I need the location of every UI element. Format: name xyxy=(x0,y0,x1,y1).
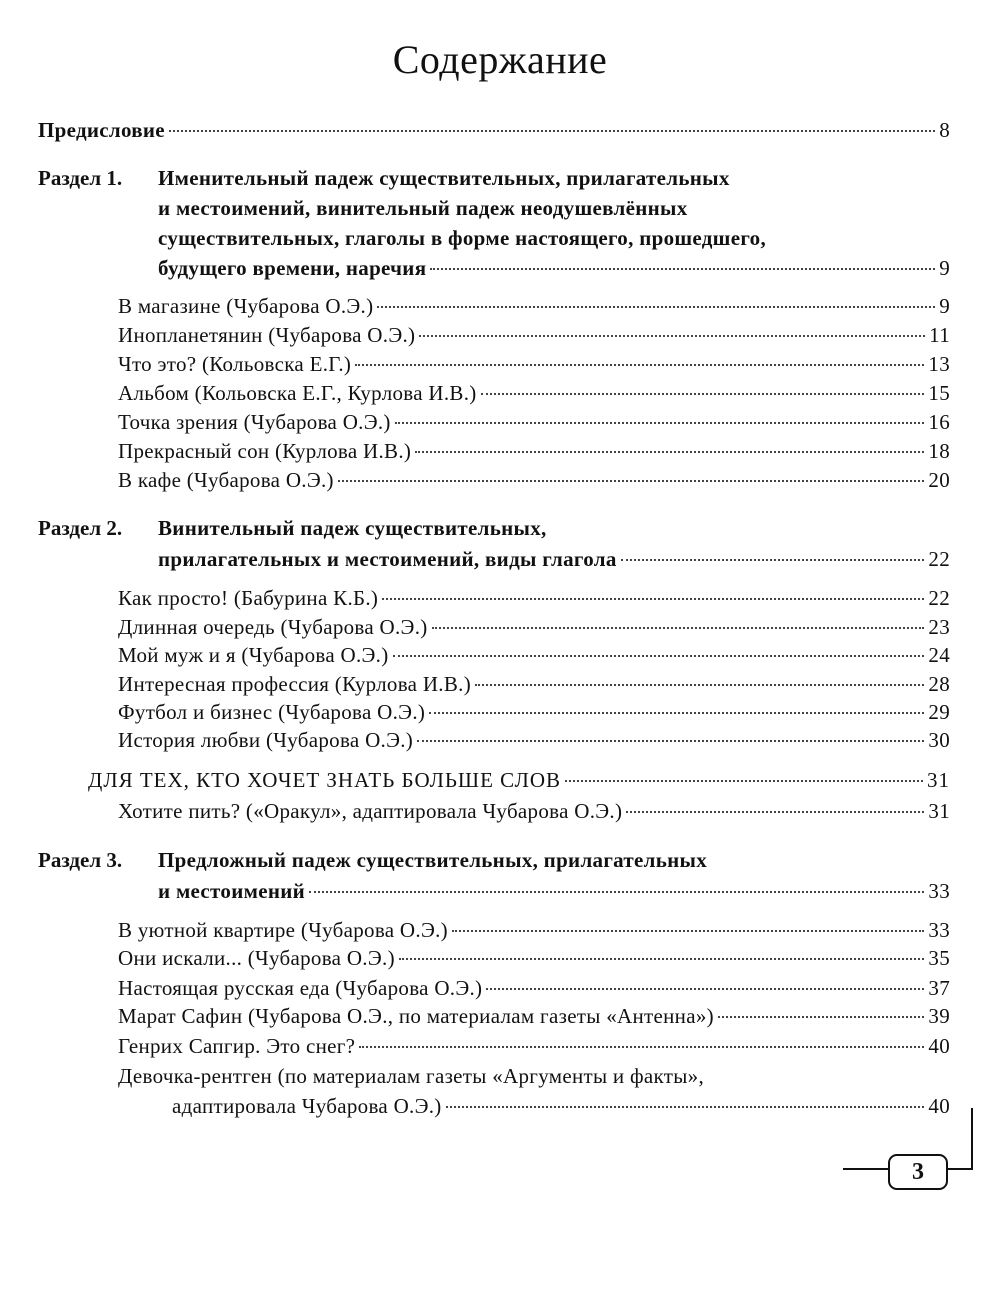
entry-title: и местоимений xyxy=(158,879,306,903)
toc-entry[interactable] xyxy=(118,437,950,465)
section-heading[interactable] xyxy=(158,254,950,282)
entry-title: Альбом (Кольовска Е.Г., Курлова И.В.) xyxy=(118,381,477,405)
dot-leader xyxy=(486,988,924,990)
toc-entry[interactable] xyxy=(118,670,950,698)
entry-page-number: 39 xyxy=(928,1004,950,1028)
toc-entry-preface[interactable] xyxy=(38,116,950,144)
dot-leader xyxy=(452,930,924,932)
entry-title: Как просто! (Бабурина К.Б.) xyxy=(118,586,379,610)
entry-page-number: 33 xyxy=(928,879,950,903)
dot-leader xyxy=(419,335,925,337)
entry-page-number: 40 xyxy=(928,1034,950,1058)
subsection-heading[interactable] xyxy=(88,766,950,794)
entry-page-number: 29 xyxy=(928,700,950,724)
entry-title: Предисловие xyxy=(38,118,165,142)
dot-leader xyxy=(626,811,924,813)
entry-title: ДЛЯ ТЕХ, КТО ХОЧЕТ ЗНАТЬ БОЛЬШЕ СЛОВ xyxy=(88,768,562,792)
toc-entry[interactable] xyxy=(118,350,950,378)
toc-entry[interactable] xyxy=(118,292,950,320)
dot-leader xyxy=(338,480,925,482)
entry-page-number: 11 xyxy=(929,323,950,347)
entry-title: В уютной квартире (Чубарова О.Э.) xyxy=(118,918,448,942)
entry-title: Интересная профессия (Курлова И.В.) xyxy=(118,672,472,696)
entry-title: Прекрасный сон (Курлова И.В.) xyxy=(118,439,412,463)
entry-page-number: 24 xyxy=(928,643,950,667)
dot-leader xyxy=(377,306,935,308)
toc-entry[interactable] xyxy=(118,466,950,494)
dot-leader xyxy=(399,958,925,960)
entry-title: Футбол и бизнес (Чубарова О.Э.) xyxy=(118,700,426,724)
dot-leader xyxy=(382,598,924,600)
page-number-frame-line xyxy=(971,1108,973,1170)
dot-leader xyxy=(415,451,924,453)
section-heading-line: Именительный падеж существительных, прилагательных xyxy=(158,166,730,190)
entry-title: Марат Сафин (Чубарова О.Э., по материалам газеты «Антенна») xyxy=(118,1004,714,1028)
toc-entry[interactable] xyxy=(118,613,950,641)
entry-title: Генрих Сапгир. Это снег? xyxy=(118,1034,356,1058)
dot-leader xyxy=(417,740,924,742)
entry-page-number: 28 xyxy=(928,672,950,696)
toc-entry[interactable] xyxy=(118,584,950,612)
dot-leader xyxy=(432,627,925,629)
entry-title: Инопланетянин (Чубарова О.Э.) xyxy=(118,323,416,347)
toc-entry[interactable] xyxy=(118,944,950,972)
entry-title: адаптировала Чубарова О.Э.) xyxy=(172,1094,442,1118)
dot-leader xyxy=(475,684,924,686)
section-heading[interactable] xyxy=(158,545,950,573)
entry-title: В кафе (Чубарова О.Э.) xyxy=(118,468,334,492)
entry-title: Они искали... (Чубарова О.Э.) xyxy=(118,946,395,970)
toc-entry[interactable] xyxy=(118,916,950,944)
toc-entry[interactable] xyxy=(172,1092,950,1120)
toc-entry[interactable] xyxy=(118,698,950,726)
entry-page-number: 37 xyxy=(928,976,950,1000)
entry-page-number: 30 xyxy=(928,728,950,752)
section-heading-line: существительных, глаголы в форме настоящего, прошедшего, xyxy=(158,226,766,250)
entry-page-number: 35 xyxy=(928,946,950,970)
section-heading[interactable] xyxy=(158,877,950,905)
entry-page-number: 33 xyxy=(928,918,950,942)
dot-leader xyxy=(621,559,925,561)
entry-page-number: 18 xyxy=(928,439,950,463)
entry-title: Что это? (Кольовска Е.Г.) xyxy=(118,352,352,376)
entry-title: Длинная очередь (Чубарова О.Э.) xyxy=(118,615,428,639)
dot-leader xyxy=(565,780,923,782)
dot-leader xyxy=(430,268,935,270)
dot-leader xyxy=(429,712,924,714)
dot-leader xyxy=(359,1046,924,1048)
entry-page-number: 22 xyxy=(928,547,950,571)
section-heading-line: и местоимений, винительный падеж неодушевлённых xyxy=(158,196,688,220)
dot-leader xyxy=(355,364,924,366)
section-label: Раздел 2. xyxy=(38,516,123,540)
section-heading-line: Винительный падеж существительных, xyxy=(158,516,547,540)
entry-title: История любви (Чубарова О.Э.) xyxy=(118,728,414,752)
toc-entry[interactable] xyxy=(118,321,950,349)
dot-leader xyxy=(309,891,924,893)
entry-title: Мой муж и я (Чубарова О.Э.) xyxy=(118,643,389,667)
section-label: Раздел 1. xyxy=(38,166,123,190)
page-number-frame-line xyxy=(946,1168,973,1170)
dot-leader xyxy=(169,130,935,132)
dot-leader xyxy=(446,1106,925,1108)
toc-entry[interactable] xyxy=(118,379,950,407)
toc-entry[interactable] xyxy=(118,641,950,669)
dot-leader xyxy=(395,422,925,424)
entry-title: будущего времени, наречия xyxy=(158,256,427,280)
toc-entry[interactable] xyxy=(118,797,950,825)
toc-entry[interactable] xyxy=(118,408,950,436)
entry-page-number: 15 xyxy=(928,381,950,405)
entry-title: В магазине (Чубарова О.Э.) xyxy=(118,294,374,318)
toc-entry[interactable] xyxy=(118,1032,950,1060)
entry-page-number: 31 xyxy=(927,768,950,792)
entry-page-number: 31 xyxy=(928,799,950,823)
entry-title: Точка зрения (Чубарова О.Э.) xyxy=(118,410,391,434)
page-number-frame-line xyxy=(843,1168,888,1170)
entry-page-number: 40 xyxy=(928,1094,950,1118)
page-number: 3 xyxy=(888,1154,948,1190)
page-title: Содержание xyxy=(392,37,608,82)
toc-entry[interactable] xyxy=(118,726,950,754)
toc-entry[interactable] xyxy=(118,974,950,1002)
entry-page-number: 20 xyxy=(928,468,950,492)
dot-leader xyxy=(481,393,925,395)
entry-title: Настоящая русская еда (Чубарова О.Э.) xyxy=(118,976,483,1000)
entry-title: Хотите пить? («Оракул», адаптировала Чубарова О.Э.) xyxy=(118,799,623,823)
entry-title: прилагательных и местоимений, виды глагола xyxy=(158,547,617,571)
entry-page-number: 23 xyxy=(928,615,950,639)
entry-page-number: 9 xyxy=(939,256,950,280)
dot-leader xyxy=(393,655,925,657)
entry-page-number: 16 xyxy=(928,410,950,434)
entry-page-number: 22 xyxy=(928,586,950,610)
dot-leader xyxy=(718,1016,924,1018)
toc-entry[interactable] xyxy=(118,1002,950,1030)
section-heading-line: Предложный падеж существительных, прилагательных xyxy=(158,848,708,872)
entry-page-number: 13 xyxy=(928,352,950,376)
toc-entry-line: Девочка-рентген (по материалам газеты «Аргументы и факты», xyxy=(118,1064,705,1088)
entry-page-number: 8 xyxy=(939,118,950,142)
section-label: Раздел 3. xyxy=(38,848,123,872)
entry-page-number: 9 xyxy=(939,294,950,318)
